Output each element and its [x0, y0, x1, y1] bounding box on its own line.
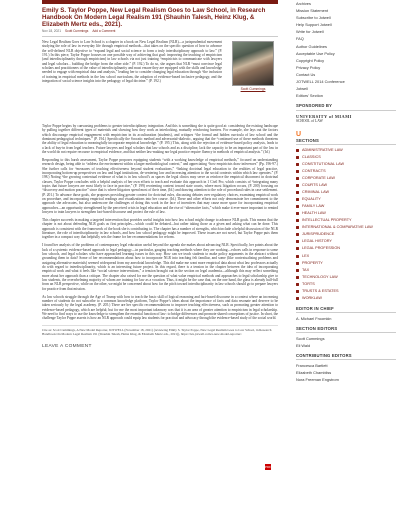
divider [296, 359, 396, 360]
sponsor-name: UNIVERSITY of MIAMI [296, 113, 352, 119]
section-link[interactable] [296, 253, 396, 260]
bullet-icon [296, 247, 299, 250]
section-link[interactable] [296, 203, 396, 210]
section-link[interactable] [296, 210, 396, 217]
section-link-label: CRIMINAL LAW [302, 190, 330, 195]
sidebar-link-editors[interactable]: Editors' Section [296, 93, 323, 99]
section-link[interactable] [296, 161, 396, 168]
section-link[interactable] [296, 217, 396, 224]
intro-paragraph: New Legal Realism Goes to Law School is a chapter in a book on New Legal Realism (NLR)—a jurisprudential movement studying the role of law in everyday life through empirical methods—that takes on the specific question of how to advance the self-defined NLR objective to “expand legal and social science to form a truly interdisciplinary approach to law.” (P. 191.) In this piece, Taylor Poppe focuses on one possible way of achieving that goal: improving the teaching of empiricism (and interdisciplinarity through empiricism) in law schools via not just training “empiricists to communicate with lawyers and legal scholars... building the bridge from the other side.” (P. 192.) To do so, she argues that NLR “must convince legal scholars and practitioners of the value of interdisciplinarity and must ensure they are equipped with the skills and knowledge needed to engage with empirical data and analysis,” leading her to consider changing legal education through “the inclusion of training in empirical methods in the law school curriculum, the adoption of evidence-based inclusive pedagogy, and the integration of social science insights into the pedagogy of legal doctrine.” (P. 192.) [42, 40, 222, 84]
section-link-label: WORKLAW [302, 295, 322, 300]
author-photo-caption[interactable]: Scott Cummings [240, 87, 266, 91]
section-link-label: INTELLECTUAL PROPERTY [302, 218, 352, 223]
bullet-icon [296, 163, 299, 166]
sidebar-link-acceptable-use[interactable]: Acceptable Use Policy [296, 50, 335, 56]
divider [296, 332, 396, 333]
post-date: Nov 18, 2021 [42, 29, 61, 33]
sponsor-subname: SCHOOL of LAW [296, 118, 323, 123]
post-meta [42, 29, 278, 33]
section-link-label: LEGAL PROFESSION [302, 246, 341, 251]
sidebar-link-faq[interactable]: FAQ [296, 36, 304, 42]
sidebar-link-archives[interactable]: Archives [296, 1, 311, 6]
bullet-icon [296, 262, 299, 265]
section-link[interactable] [296, 224, 396, 231]
author-photo [232, 41, 274, 86]
editor-in-chief-link[interactable]: A. Michael Froomkin [296, 315, 332, 321]
editor-in-chief-heading: EDITOR IN CHIEF [296, 305, 334, 311]
section-link[interactable] [296, 175, 396, 182]
sections-list [296, 147, 396, 302]
section-editor-link[interactable]: Eli Wald [296, 342, 311, 348]
section-link-label: ADMINISTRATIVE LAW [302, 147, 343, 152]
bullet-icon [296, 276, 299, 279]
section-link[interactable] [296, 231, 396, 238]
article-column [42, 0, 278, 349]
section-link[interactable] [296, 260, 396, 267]
citation: Cite as: Scott Cummings, A New Model Reporter, JOTWELL (November 18, 2021) (reviewing Emily S. Taylor Poppe, New Legal Realism Goes to Law School, in Research Handbook On Modern Legal Realism 191 (Shauhin Talesh, Heinz Klug, & Elizabeth Mertz eds., 2021)), https://lex.jotwell.com/a-new-model-reporter/. [42, 325, 278, 336]
sidebar-link-support[interactable]: Help Support Jotwell [296, 22, 332, 28]
divider [42, 36, 278, 37]
divider [296, 110, 396, 111]
bullet-icon [296, 156, 299, 159]
contributing-editor-link[interactable]: Nora Freeman Engstrom [296, 376, 339, 382]
section-link[interactable] [296, 274, 396, 281]
bullet-icon [296, 255, 299, 258]
section-link[interactable] [296, 147, 396, 154]
sections-heading: SECTIONS [296, 137, 320, 143]
body-paragraph: I found her analysis of the problems of contemporary legal education useful beyond the agenda she makes about advancing NLR. Specifically, her points about the lack of a systemic evidence-based approach to legal pedagogy—in particular, gauging teaching methods where they are working—echoes calls in response to some law schools, and legal scholars who have approached learning issues in this way. How can we teach students to make policy arguments in the abstract without grounding them in data? Some of her recommendations about how to incorporate NLR into teaching felt familiar, and some (like contextualizing problems and assigning alternative materials) seemed widespread from my anecdotal knowledge. This did make me want more empirical data about what law professors actually do with regard to interdisciplinarity, which is an interesting future project. In this regard, there is a tension in the chapter between the idea of incorporating empirical work and what it feels like “social science interventions,” a tension brought out in the section on legal academia—although this may reflect something more about her approach than a critique. The chapter also raised for me the question of what value empirical methods and approaches to legal scholarship give to law students, the overwhelming majority of whom are training for law as a vocation. Thus, it might be the case that, on the one hand, the glass is already half-full from an NLR perspective, while on the other, we might be concerned about how far the pitch toward interdisciplinarity in law schools should go to prepare lawyers for practice from that mission. [42, 243, 278, 291]
section-link-label: CONSTITUTIONAL LAW [302, 161, 345, 166]
section-link-label: EQUALITY [302, 197, 321, 202]
section-link[interactable] [296, 288, 396, 295]
section-link-label: CLASSICS [302, 154, 321, 159]
contributing-editors-heading: CONTRIBUTING EDITORS [296, 352, 352, 358]
bullet-icon [296, 283, 299, 286]
section-link-label: FAMILY LAW [302, 204, 325, 209]
body-paragraph: Responding to this harsh assessment, Taylor Poppe proposes equipping students “with a working knowledge of empirical methods,” focused on understanding research design, being able to “address the environment within a larger methodological context,” and appreciating “how empiricists draw inferences” (Pp. 196-97.) She further calls for “measures of teaching effectiveness beyond student evaluations,” “linking doctrinal legal education to the realities of legal practice, incorporating bottom-up perspectives on law and legal institutions, de-centering law and increasing attention to the social contexts within which law operates.” (P. 198.) Noting “the growing contextual evidence of what is in law school’s as spaces the legal clinics may serve as reinforce the empirical disconnect in doctrinal classes, Taylor Poppe concludes with a helpful analysis of her own efforts to teach and evaluate this approach in 1 Civil Pro, which consists of “integrating many topics that future lawyers are most likely to face in practice,” (P. 199) reorienting content toward state courts, where most litigation occurs, (P. 200) focusing on “discovery and motion practice” since that is where litigators spend most of their time, (Id.) and drawing attention to the role of procedural rules in case settlement. (P. 201.) To advance those goals, she proposes providing greater context for doctrinal rules, discussing debates over regulatory choices, examining empirical work on procedure, and incorporating empirical readings and visualizations into her course. (Id.) These and other efforts not only demonstrate her commitment to the approach she advocates, but also underscore the challenges of doing this work in the face of incentives that may cause more space for incorporating empirical approaches—an opportunity strengthened by the perceived crisis in legal education and the rise of “alternative facts,” which make it ever-more important to remind lawyers to train lawyers to strengthen fact-based discourse and protect the rule of law. [42, 158, 278, 215]
bullet-icon [296, 149, 299, 152]
university-logo-icon: U [296, 130, 302, 138]
section-link-label: LEX [302, 253, 310, 258]
divider [296, 144, 396, 145]
bullet-icon [296, 290, 299, 293]
section-link-label: CORPORATE LAW [302, 176, 335, 180]
section-link-label: TORTS [302, 281, 315, 286]
section-link[interactable] [296, 196, 396, 203]
sidebar-top-links [296, 0, 396, 99]
bullet-icon [296, 177, 299, 180]
section-link-label: JURISPRUDENCE [302, 232, 335, 237]
sidebar-link-author-guidelines[interactable]: Author Guidelines [296, 43, 327, 49]
contributing-editor-link[interactable]: Elizabeth Chambliss [296, 369, 332, 375]
section-link[interactable] [296, 281, 396, 288]
add-comment-link[interactable]: Add a Comment [92, 29, 116, 33]
bullet-icon [296, 226, 299, 229]
section-link-label: TRUSTS & ESTATES [302, 288, 339, 293]
pdf-icon[interactable]: PDF [265, 465, 271, 469]
bullet-icon [296, 205, 299, 208]
section-link-label: PROPERTY [302, 260, 323, 265]
bullet-icon [296, 297, 299, 300]
section-link-label: HEALTH LAW [302, 211, 326, 216]
bullet-icon [296, 198, 299, 201]
bullet-icon [296, 212, 299, 215]
author-link[interactable]: Scott Cummings [64, 29, 89, 33]
bullet-icon [296, 269, 299, 272]
post-title[interactable]: Emily S. Taylor Poppe, New Legal Realism Goes to Law School, in Research Handbook On Modern Legal Realism 191 (Shauhin Talesh, Heinz Klug, & Elizabeth Mertz eds., 2021). [42, 7, 266, 28]
bullet-icon [296, 219, 299, 222]
sidebar-link-subscribe[interactable]: Subscribe to Jotwell [296, 15, 331, 21]
section-link-label: INTERNATIONAL & COMPARATIVE LAW [302, 225, 373, 230]
section-link-label: COURTS LAW [302, 183, 328, 188]
section-link[interactable] [296, 182, 396, 189]
section-link[interactable] [296, 295, 396, 302]
section-link[interactable] [296, 245, 396, 252]
section-editor-link[interactable]: Scott Cummings [296, 335, 325, 341]
sidebar-link-contact[interactable]: Contact Us [296, 71, 316, 77]
sidebar-link-write[interactable]: Write for Jotwell [296, 29, 324, 35]
section-link[interactable] [296, 168, 396, 175]
divider [296, 312, 396, 313]
section-editors-heading: SECTION EDITORS [296, 325, 338, 331]
section-link-label: CONTRACTS [302, 168, 326, 173]
sidebar-link-privacy[interactable]: Privacy Policy [296, 64, 321, 70]
body-paragraph: This chapter succeeds in making a targeted intervention that provides useful insights into how law school might change to advance NLR goals. This means that the chapter is not about defending NLR goals as first principles—which could be debated—but rather taking those as a given and asking what can be done. This approach is consistent with the framework of the book she is contributing to. The chapter has a number of strengths, which include a helpful discussion of the NLR literature, the role of interdisciplinarity in law schools, and how law school pedagogy might be improved. These issues are not novel, but Taylor Poppe puts them together in a compact way that helpfully sets the frame for her recommendations for reform. [42, 218, 278, 240]
sidebar [296, 0, 396, 383]
section-link[interactable] [296, 238, 396, 245]
bullet-icon [296, 184, 299, 187]
sidebar-link-copyright[interactable]: Copyright Policy [296, 57, 325, 63]
contributing-editor-link[interactable]: Francesca Bartlett [296, 362, 328, 368]
body-paragraph: Taylor Poppe begins by canvassing problems to greater interdisciplinary integration. And this is something she is quite good at: considering the existing landscape by pulling together different types of materials and showing how they work as interlocking, mutually reinforcing barriers. For example, she lays out the factors which discourage empirical engagement with empiricism in its acculturation (students), and critiques “the formal and hidden curricula of law school and the dominant pedagogical techniques.” (P. 194.) Specifically the Socratic method and adversarial-dialectic, arguing that the “continued use of these methods threatens the ability of legal education to meaningfully incorporate empirical knowledge.” (P. 195.) This, along with the rejection of evidence-based policy analysis, leads to a lack of buy-in from legal teachers. Future lawyers and legal scholars that law schools and as a discipline, lack the capacity to be an important part of the law in the world do not require recourse to empirical evidence, and that neither law-making nor legal practice require fluency in methods of empirical analysis.” (Id.) [42, 124, 278, 155]
section-link-label: LEGAL HISTORY [302, 239, 332, 244]
sponsored-by-heading: SPONSORED BY [296, 103, 333, 109]
section-link[interactable] [296, 189, 396, 196]
section-link-label: TAX [302, 267, 310, 272]
leave-comment-heading: LEAVE A COMMENT [42, 343, 92, 349]
bullet-icon [296, 233, 299, 236]
bullet-icon [296, 170, 299, 173]
sidebar-link-conference[interactable]: JOTWELL 2014 Conference [296, 79, 345, 85]
bullet-icon [296, 240, 299, 243]
title-banner [42, 0, 278, 4]
intro-block [42, 40, 278, 124]
section-link[interactable] [296, 267, 396, 274]
section-link[interactable] [296, 154, 396, 161]
section-link-label: TECHNOLOGY LAW [302, 274, 338, 279]
sidebar-link-jotwell[interactable]: Jotwell [296, 86, 308, 92]
body-paragraph: As law schools struggle through the Age of Trump with how to teach the basic skill of logical reasoning and fact-based discourse in a context where an increasing number of students do not subscribe to a common knowledge platform, Taylor Poppe’s ideas about the importance of facts and data resonate and deserve to be taken seriously by the legal academy. (P. 205.) There are her specific recommendations to improve teaching effectiveness, such as promoting greater attention to evidence-based pedagogy, which are helpful; but for me the most important takeaway was that it is an area of greater attention to empiricism in legal scholarship. We need to find ways to use the knowledge to strengthen the essential function of law: to bridge differences and promote shared conceptions of justice. In short, the challenge Taylor Poppe asserts is how an NLR approach could equip law students for practical and advocacy through the evidence-based study of the social world. [42, 294, 278, 321]
bullet-icon [296, 191, 299, 194]
sponsor-logo[interactable] [296, 113, 396, 138]
sidebar-link-mission[interactable]: Mission Statement [296, 8, 329, 14]
